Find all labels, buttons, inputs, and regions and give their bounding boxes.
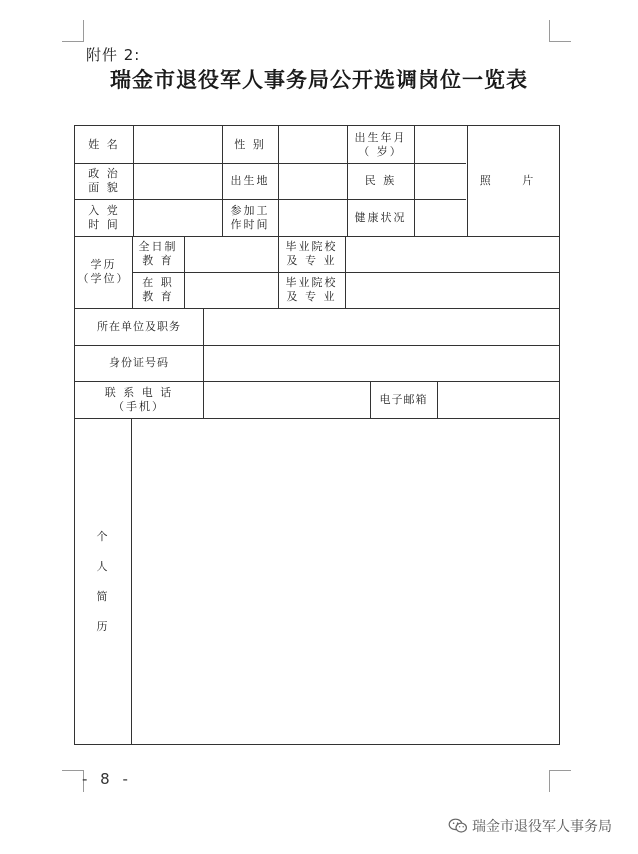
resume-char: 个 bbox=[96, 529, 110, 543]
political-status-label bbox=[75, 163, 133, 199]
attachment-label: 附件 2: bbox=[86, 46, 141, 64]
inservice-school-major-field[interactable] bbox=[345, 272, 560, 308]
name-label: 姓 名 bbox=[88, 137, 120, 151]
page-number: - 8 - bbox=[82, 770, 132, 788]
crop-mark-bottom-left-h bbox=[62, 770, 84, 771]
resume-label bbox=[75, 418, 131, 745]
birth-date-label-line1: 出生年月 bbox=[354, 130, 407, 144]
work-start-date-field[interactable] bbox=[278, 199, 347, 236]
fulltime-line1: 全日制 bbox=[138, 240, 178, 253]
education-line2: （学位） bbox=[77, 272, 130, 285]
education-line1: 学历 bbox=[90, 258, 117, 271]
grad1-line1: 毕业院校 bbox=[285, 240, 338, 253]
birth-date-label-line2: （ 岁） bbox=[358, 144, 403, 158]
ethnicity-label: 民 族 bbox=[364, 174, 397, 187]
work-start-line2: 作时间 bbox=[230, 217, 270, 231]
grad1-line2: 及 专 业 bbox=[286, 254, 337, 267]
crop-mark-top-right-v bbox=[549, 20, 550, 42]
work-start-date-label bbox=[222, 199, 278, 236]
political-status-line2: 面 貌 bbox=[88, 181, 120, 194]
fulltime-line2: 教 育 bbox=[142, 254, 174, 267]
watermark-text: 瑞金市退役军人事务局 bbox=[472, 819, 612, 835]
wechat-icon bbox=[448, 818, 468, 834]
phone-label bbox=[75, 381, 203, 418]
birthplace-field[interactable] bbox=[278, 163, 347, 199]
crop-mark-bottom-right-h bbox=[549, 770, 571, 771]
unit-position-field[interactable] bbox=[203, 308, 560, 345]
birth-date-label bbox=[347, 126, 414, 163]
crop-mark-top-left-h bbox=[62, 41, 84, 42]
phone-field[interactable] bbox=[203, 381, 370, 418]
party-join-line1: 入 党 bbox=[88, 203, 120, 217]
party-join-line2: 时 间 bbox=[88, 217, 120, 231]
work-start-line1: 参加工 bbox=[230, 203, 270, 217]
id-number-field[interactable] bbox=[203, 345, 560, 381]
email-field[interactable] bbox=[437, 381, 560, 418]
grad2-line2: 及 专 业 bbox=[286, 290, 337, 303]
resume-char: 简 bbox=[96, 589, 110, 603]
grad2-line1: 毕业院校 bbox=[285, 276, 338, 289]
phone-line2: （手机） bbox=[113, 399, 165, 413]
resume-char: 历 bbox=[96, 619, 110, 633]
inservice-line1: 在 职 bbox=[142, 276, 174, 289]
birthplace-label: 出生地 bbox=[230, 174, 270, 187]
political-status-line1: 政 治 bbox=[88, 167, 120, 180]
id-number-label: 身份证号码 bbox=[109, 356, 169, 369]
gender-label: 性 别 bbox=[234, 137, 266, 151]
photo-box[interactable]: 照 片 bbox=[479, 174, 548, 187]
watermark bbox=[448, 816, 612, 836]
phone-line1: 联 系 电 话 bbox=[104, 385, 174, 399]
fulltime-school-major-label bbox=[278, 236, 345, 272]
health-label: 健康状况 bbox=[354, 210, 407, 224]
party-join-date-label bbox=[75, 199, 133, 236]
name-field[interactable] bbox=[133, 126, 222, 163]
inservice-school-major-label bbox=[278, 272, 345, 308]
party-join-date-field[interactable] bbox=[133, 199, 222, 236]
education-label bbox=[75, 236, 132, 308]
resume-field[interactable] bbox=[131, 418, 560, 745]
document-title: 瑞金市退役军人事务局公开选调岗位一览表 bbox=[110, 68, 528, 92]
application-form-table bbox=[74, 125, 560, 745]
ethnicity-field[interactable] bbox=[414, 163, 467, 199]
unit-position-label: 所在单位及职务 bbox=[97, 319, 181, 333]
resume-char: 人 bbox=[96, 559, 110, 573]
crop-mark-top-right-h bbox=[549, 41, 571, 42]
inservice-education-label bbox=[132, 272, 184, 308]
crop-mark-bottom-right-v bbox=[549, 770, 550, 792]
fulltime-education-field[interactable] bbox=[184, 236, 278, 272]
fulltime-education-label bbox=[132, 236, 184, 272]
fulltime-school-major-field[interactable] bbox=[345, 236, 560, 272]
inservice-line2: 教 育 bbox=[142, 290, 174, 303]
gender-field[interactable] bbox=[278, 126, 347, 163]
inservice-education-field[interactable] bbox=[184, 272, 278, 308]
political-status-field[interactable] bbox=[133, 163, 222, 199]
birth-date-field[interactable] bbox=[414, 126, 467, 163]
email-label: 电子邮箱 bbox=[379, 392, 428, 406]
health-field[interactable] bbox=[414, 199, 467, 236]
crop-mark-top-left-v bbox=[83, 20, 84, 42]
